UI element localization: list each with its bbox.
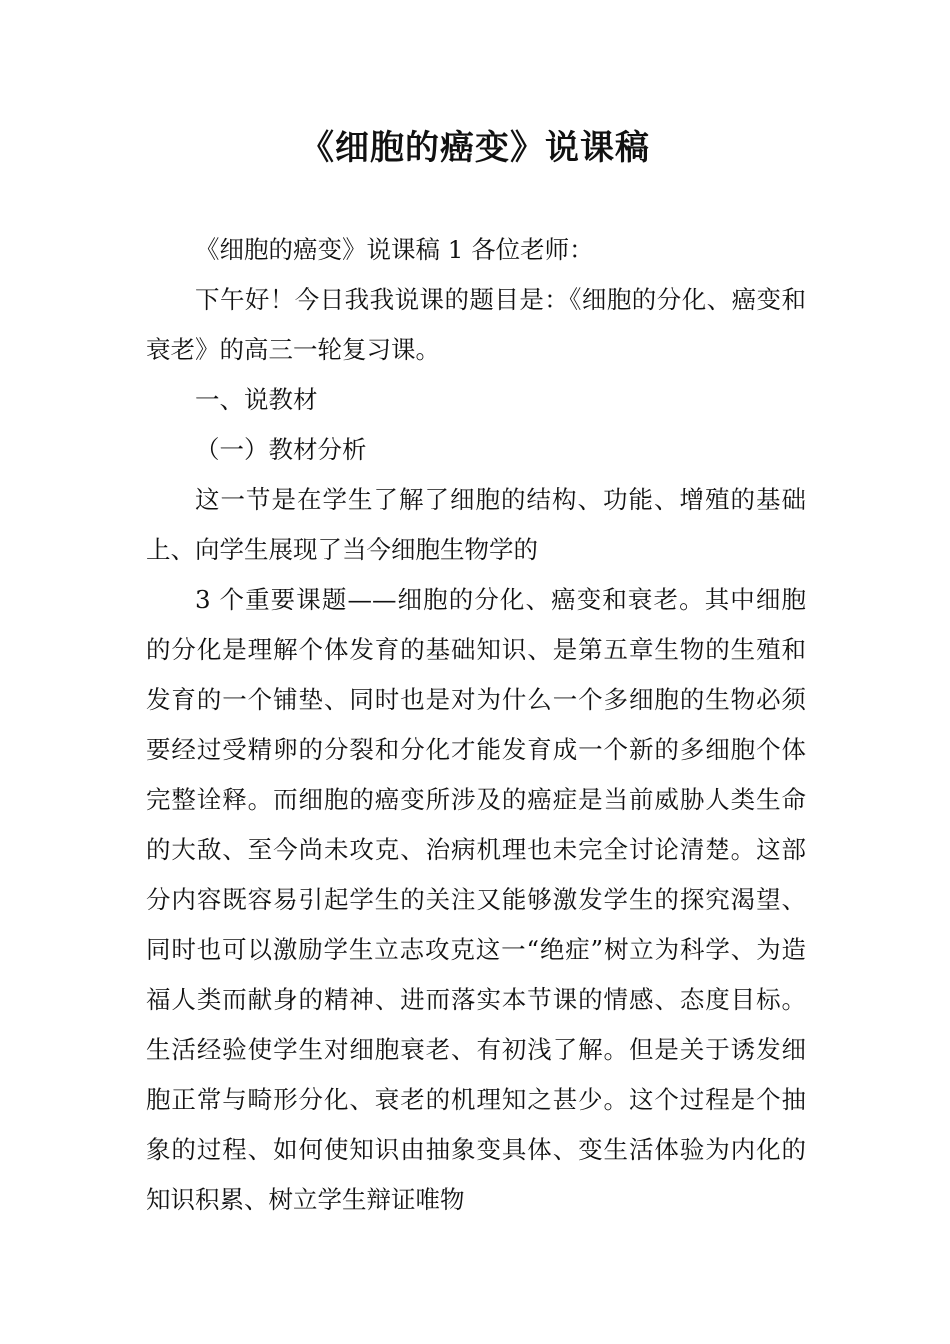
document-title: 《细胞的癌变》说课稿 xyxy=(300,128,650,168)
section-heading: 一、说教材 xyxy=(195,385,318,414)
document-body xyxy=(146,225,806,1225)
paragraph-topics: 3 个重要课题——细胞的分化、癌变和衰老。其中细胞的分化是理解个体发育的基础知识、是第五章生物的生殖和发育的一个铺垫、同时也是对为什么一个多细胞的生物必须要经过受精卵的分裂和分化才能发育成一个新的多细胞个体完整诠释。而细胞的癌变所涉及的癌症是当前威胁人类生命的大敌、至今尚未攻克、治病机理也未完全讨论清楚。这部分内容既容易引起学生的关注又能够激发学生的探究渴望、同时也可以激励学生立志攻克这一“绝症”树立为科学、为造福人类而献身的精神、进而落实本节课的情感、态度目标。生活经验使学生对细胞衰老、有初浅了解。但是关于诱发细胞正常与畸形分化、衰老的机理知之甚少。这个过程是个抽象的过程、如何使知识由抽象变具体、变生活体验为内化的知识积累、树立学生辩证唯物 xyxy=(146,585,806,1214)
paragraph-analysis: 这一节是在学生了解了细胞的结构、功能、增殖的基础上、向学生展现了当今细胞生物学的 xyxy=(146,485,806,564)
paragraph-greeting: 《细胞的癌变》说课稿 1 各位老师： xyxy=(195,235,594,264)
subsection-heading: （一）教材分析 xyxy=(195,435,367,464)
paragraph-intro: 下午好！今日我我说课的题目是：《细胞的分化、癌变和衰老》的高三一轮复习课。 xyxy=(146,285,806,364)
